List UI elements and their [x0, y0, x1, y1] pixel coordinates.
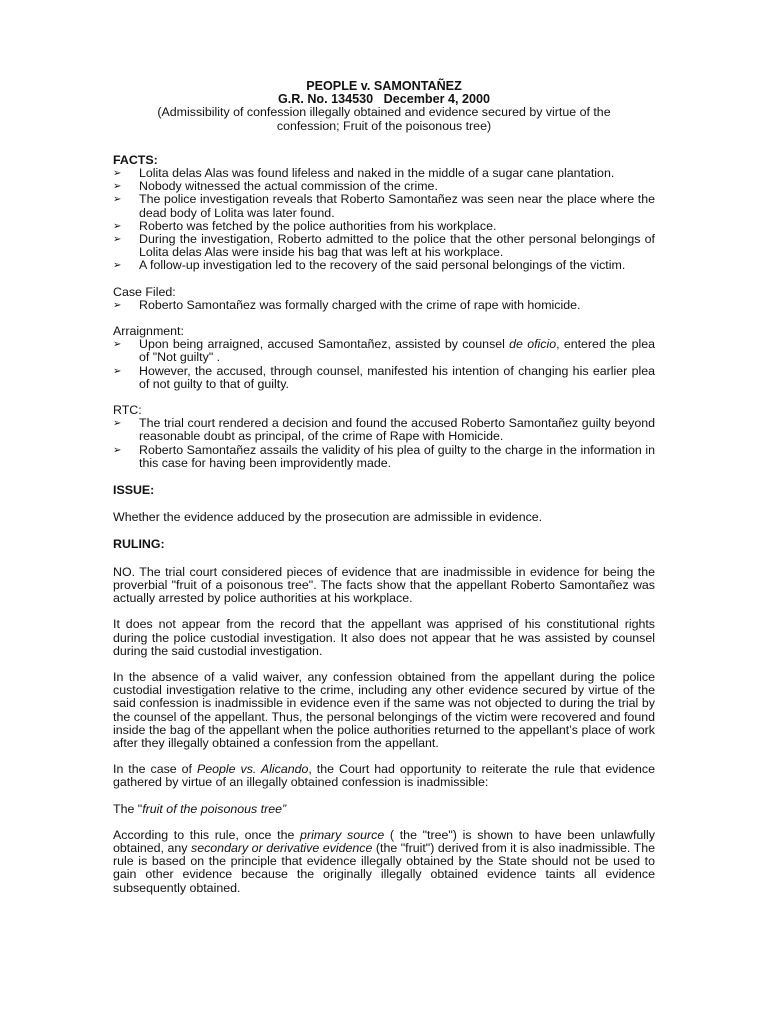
ruling-paragraph-3: In the absence of a valid waiver, any confession obtained from the appellant during the police custodial investigation relative to the crime, including any other evidence secured by virtue of the said confession is inadmissible in evidence even if the same was not objected to during the trial by the counsel of the appellant. Thus, the personal belongings of the victim were recovered and found inside the bag of the appellant when the police authorities returned to the appellant’s place of work after they illegally obtained a confession from the appellant.	[113, 669, 655, 750]
case-number-date: G.R. No. 134530 December 4, 2000	[277, 92, 491, 107]
list-item: ➢ Roberto Samontañez was formally charged with the crime of rape with homicide.	[113, 297, 581, 312]
document-page	[113, 80, 655, 895]
list-item: ➢ However, the accused, through counsel, manifested his intention of changing his earlier plea of not guilty to that of guilty.	[113, 363, 655, 391]
arrow-bullet-icon: ➢	[113, 339, 122, 351]
arrow-bullet-icon: ➢	[113, 418, 122, 430]
case-title: PEOPLE v. SAMONTAÑEZ	[306, 79, 462, 93]
arrow-bullet-icon: ➢	[113, 220, 122, 232]
arrow-bullet-icon: ➢	[113, 181, 122, 193]
rtc-label: RTC:	[113, 403, 142, 418]
list-item: ➢ The trial court rendered a decision and found the accused Roberto Samontañez guilty beyond reasonable doubt as principal, of the crime of Rape with Homicide.	[113, 416, 655, 444]
arraignment-label: Arraignment:	[113, 324, 184, 339]
list-item: ➢ Lolita delas Alas was found lifeless and naked in the middle of a sugar cane plantation.	[113, 166, 615, 181]
rtc-list	[113, 417, 655, 470]
case-subtitle-line-1: (Admissibility of confession illegally obtained and evidence secured by virtue of the	[157, 105, 611, 120]
facts-heading: FACTS:	[113, 152, 158, 167]
list-item: ➢ Roberto Samontañez assails the validity of his plea of guilty to the charge in the information in this case for having been improvidently made.	[113, 442, 655, 470]
arrow-bullet-icon: ➢	[113, 168, 122, 180]
list-item: ➢ Nobody witnessed the actual commission of the crime.	[113, 179, 438, 194]
ruling-paragraph-1: NO. The trial court considered pieces of evidence that are inadmissible in evidence for being the proverbial "fruit of a poisonous tree". The facts show that the appellant Roberto Samontañez was actually arrested by police authorities at his workplace.	[113, 564, 655, 606]
issue-heading: ISSUE:	[113, 483, 155, 498]
arrow-bullet-icon: ➢	[113, 444, 122, 456]
list-item: ➢ Roberto was fetched by the police authorities from his workplace.	[113, 218, 497, 233]
ruling-paragraph-2: It does not appear from the record that the appellant was apprised of his constitutional rights during the police custodial investigation. It also does not appear that he was assisted by counsel during the said custodial investigation.	[113, 617, 655, 658]
ruling-paragraph-4: In the case of People vs. Alicando, the Court had opportunity to reiterate the rule that evidence gathered by virtue of an illegally obtained confession is inadmissible:	[113, 762, 655, 790]
arraignment-list	[113, 338, 655, 391]
ruling-heading: RULING:	[113, 537, 165, 552]
ruling-paragraph-6: According to this rule, once the primary source ( the "tree") is shown to have been unlawfully obtained, any secondary or derivative evidence (the "fruit") derived from it is also inadmissible. The rule is based on the principle that evidence illegally obtained by the State should not be used to gain other evidence because the originally illegally obtained evidence taints all evidence subsequently obtained.	[113, 827, 655, 895]
list-item: ➢ A follow-up investigation led to the recovery of the said personal belongings of the victim.	[113, 258, 626, 273]
arrow-bullet-icon: ➢	[113, 194, 122, 206]
arrow-bullet-icon: ➢	[113, 234, 122, 246]
list-item: ➢ During the investigation, Roberto admitted to the police that the other personal belongings of Lolita delas Alas were inside his bag that was left at his workplace.	[113, 232, 655, 260]
arrow-bullet-icon: ➢	[113, 365, 122, 377]
issue-text: Whether the evidence adduced by the prosecution are admissible in evidence.	[113, 510, 543, 525]
list-item: ➢ The police investigation reveals that Roberto Samontañez was seen near the place where the dead body of Lolita was later found.	[113, 192, 655, 220]
case-subtitle-line-2: confession; Fruit of the poisonous tree)	[276, 118, 492, 133]
list-item: ➢ Upon being arraigned, accused Samontañez, assisted by counsel de oficio, entered the plea of "Not guilty" .	[113, 337, 655, 365]
ruling-subheading: The "fruit of the poisonous tree”	[113, 801, 287, 816]
arrow-bullet-icon: ➢	[113, 299, 122, 311]
case-filed-label: Case Filed:	[113, 284, 176, 299]
arrow-bullet-icon: ➢	[113, 260, 122, 272]
facts-list	[113, 167, 655, 273]
document-header	[113, 80, 655, 133]
case-filed-list	[113, 299, 655, 312]
